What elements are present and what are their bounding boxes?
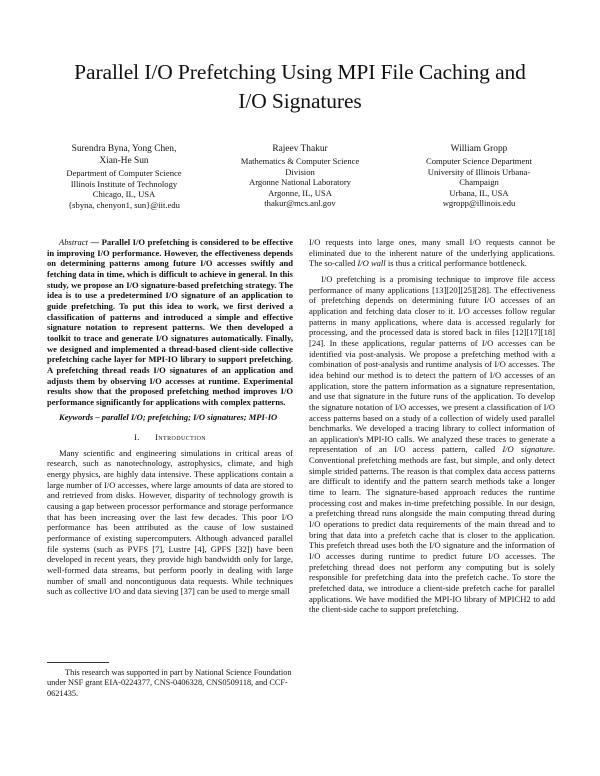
section-heading-introduction — [47, 432, 293, 443]
right-p2-after: . Conventional prefetching methods are fast, but simple, and only detect simple strided patterns. The reason is that complex data access patterns are difficult to identify and the pattern search methods take a longer time to learn. The signature-based approach reduces the runtime processing cost and makes in-time prefetching possible. In our design, a prefetching thread runs alongside the main computing thread during I/O operations to predict data requirements of the main thread and to bring that data into a prefetch cache that is closer to the application. This prefetch thread uses both the I/O signature and the information of I/O accesses during runtime to predict future I/O accesses. The prefetching thread does not perform any computing but is solely responsible for prefetching data into the prefetch cache. To store the prefetched data, we introduce a client-side prefetch cache for parallel applications. We have modified the MPI-IO library of MPICH2 to add the client-side cache to support prefetching. — [309, 444, 555, 615]
section-number: I. — [133, 432, 140, 443]
abstract-text: Parallel I/O prefetching is considered to be effective in improving I/O performance. However, the effectiveness depends on determining patterns among future I/O accesses swiftly and fetching data in time, which is difficult to achieve in general. In this study, we propose an I/O signature-based prefetching strategy. The idea is to use a predetermined I/O signature of an application to guide prefetching. To put this idea to work, we first derived a classification of patterns and introduced a simple and effective signature notation to represent patterns. We then developed a toolkit to trace and generate I/O signatures automatically. Finally, we designed and implemented a thread-based client-side collective prefetching cache layer for MPI-IO library to support prefetching. A prefetching thread reads I/O signatures of an application and adjusts them by observing I/O accesses at runtime. Experimental results show that the proposed prefetching method improves I/O performance significantly for applications with complex patterns. — [47, 237, 293, 407]
author-2-inst: Argonne National Laboratory — [249, 177, 351, 188]
keywords-label: Keywords – — [59, 411, 100, 422]
paper-title-line2: I/O Signatures — [238, 89, 362, 113]
right-p2-before: I/O prefetching is a promising technique to improve file access performance of many applications [13][20][25][28]. The effectiveness of prefetching depends on determining future I/O accesses of an application and fetching data closer to it. I/O accesses follow regular patterns in many applications, where data is accessed regularly for processing, and the processed data is stored back in files [12][17][18][24]. In these applications, regular patterns of I/O accesses can be identified via post-analysis. We propose a prefetching method with a combination of post-analysis and runtime analysis of I/O accesses. The idea behind our method is to detect the pattern of I/O accesses of an application, store the pattern information as a signature representation, and use that signature in the future runs of the application. To develop the signature notation of I/O accesses, we present a classification of I/O access patterns based on a study of a collection of widely used parallel benchmarks. We developed a tracing library to collect information of an application's MPI-IO calls. We analyzed these traces to generate a representation of an I/O access pattern, called — [309, 273, 555, 455]
author-2-dept-line2: Division — [285, 166, 315, 177]
paper-title-line1: Parallel I/O Prefetching Using MPI File Caching and — [74, 60, 526, 84]
abstract-dash: — — [87, 237, 102, 247]
author-3-name: William Gropp — [450, 144, 508, 154]
keywords — [47, 412, 293, 423]
left-column — [47, 237, 293, 597]
right-p2-italic: I/O signature — [502, 444, 553, 455]
intro-paragraph-right-1 — [309, 237, 555, 269]
author-2-city: Argonne, IL, USA — [268, 187, 332, 198]
author-3-dept: Computer Science Department — [426, 156, 532, 167]
author-block-2 — [212, 144, 388, 209]
author-1-names-line2: Xian-He Sun — [99, 156, 149, 167]
right-p1-italic: I/O wall — [357, 258, 386, 269]
author-1-city: Chicago, IL, USA — [92, 189, 156, 200]
author-3-inst-line1: University of Illinois Urbana- — [427, 166, 531, 177]
author-2-dept-line1: Mathematics & Computer Science — [240, 156, 360, 167]
footnote-rule — [47, 662, 109, 663]
author-block-3 — [384, 144, 574, 209]
abstract-label: Abstract — [59, 237, 88, 247]
paper-title — [40, 58, 560, 116]
right-p1-after: is thus a critical performance bottleneck. — [385, 258, 527, 269]
section-title: Introduction — [155, 432, 207, 443]
author-1-email: {sbyna, chenyon1, sun}@iit.edu — [68, 199, 180, 210]
author-3-city: Urbana, IL, USA — [449, 187, 509, 198]
author-3-inst-line2: Champaign — [459, 177, 499, 188]
footnote — [47, 668, 293, 699]
author-2-email: thakur@mcs.anl.gov — [264, 198, 336, 209]
footnote-text: This research was supported in part by National Science Foundation under NSF grant EIA-0224377, CNS-0406328, CNS0509118, and CCF-0621435. — [47, 668, 292, 698]
author-2-name: Rajeev Thakur — [272, 144, 328, 154]
right-column — [309, 237, 555, 615]
author-1-inst: Illinois Institute of Technology — [70, 178, 178, 189]
author-block-1 — [28, 144, 220, 211]
author-3-email: wgropp@illinois.edu — [442, 198, 516, 209]
author-1-dept: Department of Computer Science — [66, 168, 182, 179]
intro-paragraph-left: Many scientific and engineering simulations in critical areas of research, such as nanotechnology, astrophysics, climate, and high energy physics, are highly data intensive. These applications contain a large number of I/O accesses, where large amounts of data are stored to and retrieved from disks. However, disparity of technology growth is causing a gap between processor performance and storage performance that has been increasing over the last few decades. This poor I/O performance has been attributed as the cause of low sustained performance of existing supercomputers. Although advanced parallel file systems (such as PVFS [7], Lustre [4], GPFS [32]) have been developed in recent years, they provide high bandwidth only for large, well-formed data streams, but perform poorly in dealing with large number of small and noncontiguous data requests. While techniques such as collective I/O and data sieving [37] can be used to merge small — [47, 447, 293, 597]
abstract — [47, 237, 293, 408]
right-p1-before: I/O requests into large ones, many small I/O requests cannot be eliminated due to the inherent nature of the underlying applications. The so-called — [309, 237, 555, 269]
keywords-text: parallel I/O; prefetching; I/O signatures; MPI-IO — [99, 411, 278, 422]
intro-paragraph-right-2 — [309, 274, 555, 615]
author-1-names-line1: Surendra Byna, Yong Chen, — [71, 144, 177, 154]
